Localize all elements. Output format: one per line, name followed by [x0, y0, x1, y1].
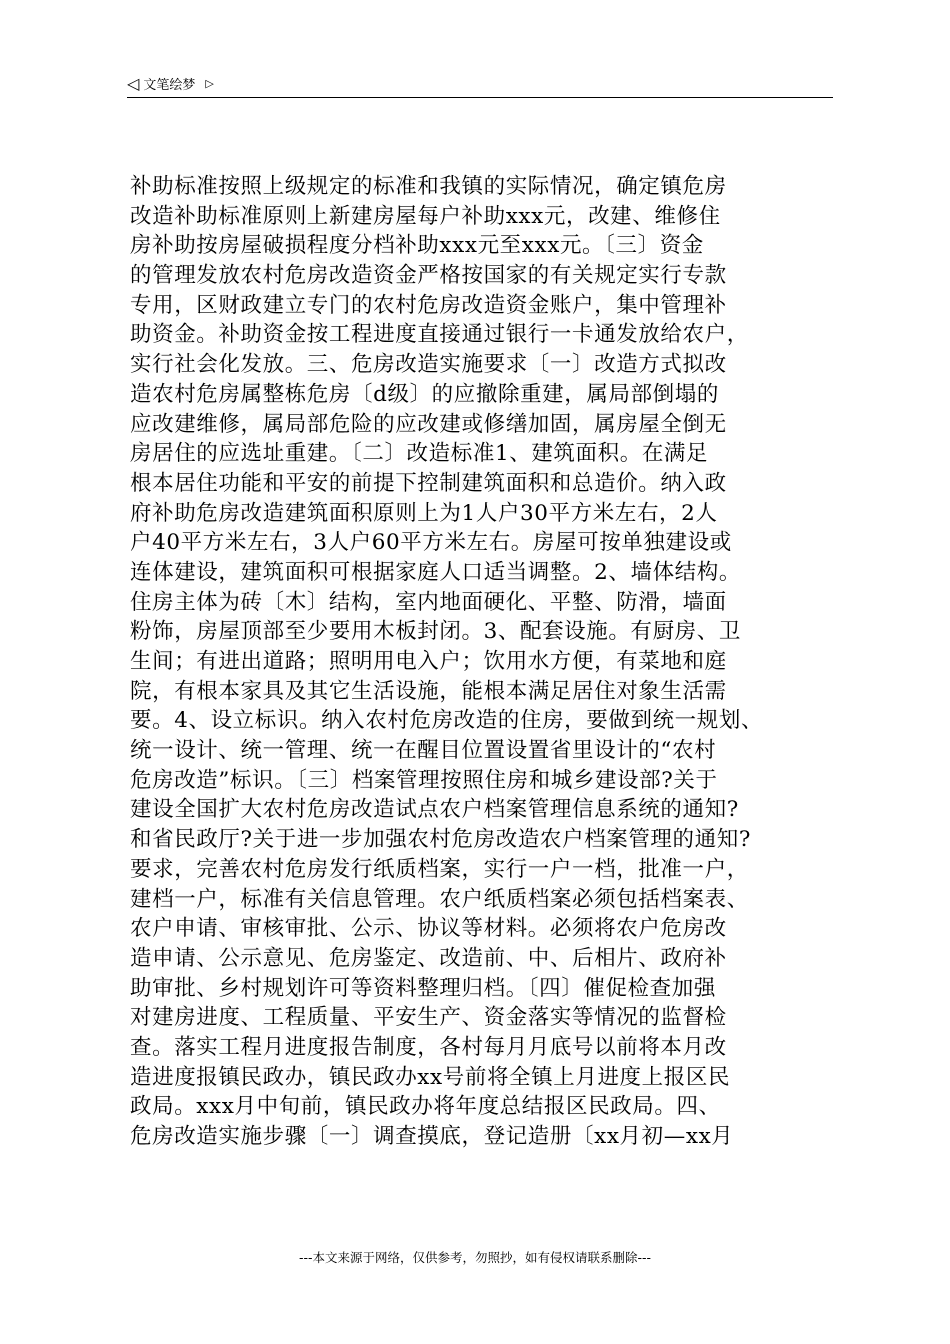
paragraph-line: 院，有根本家具及其它生活设施，能根本满足居住对象生活需: [130, 678, 727, 704]
paragraph-line: 要。4、设立标识。纳入农村危房改造的住房，要做到统一规划、: [130, 708, 764, 734]
document-body: [130, 172, 830, 1152]
paragraph-line: 补助标准按照上级规定的标准和我镇的实际情况，确定镇危房: [130, 174, 727, 199]
page-header: [127, 74, 214, 93]
paragraph-line: 造农村危房属整栋危房〔d级〕的应撤除重建，属局部倒塌的: [130, 381, 719, 407]
paragraph-line: 政局。xxx月中旬前，镇民政办将年度总结报区民政局。四、: [130, 1094, 721, 1120]
paragraph-line: 生间；有进出道路；照明用电入户；饮用水方便，有菜地和庭: [130, 649, 727, 674]
paragraph-line: 农户申请、审核审批、公示、协议等材料。必须将农户危房改: [130, 916, 727, 942]
paragraph-line: 建设全国扩大农村危房改造试点农户档案管理信息系统的通知?: [130, 797, 739, 823]
paragraph-line: 根本居住功能和平安的前提下控制建筑面积和总造价。纳入政: [130, 470, 727, 496]
paragraph-line: 连体建设，建筑面积可根据家庭人口适当调整。2、墙体结构。: [130, 559, 741, 585]
paragraph-line: 和省民政厅?关于进一步加强农村危房改造农户档案管理的通知?: [130, 827, 751, 853]
paragraph-line: 专用，区财政建立专门的农村危房改造资金账户，集中管理补: [130, 292, 727, 318]
paragraph-line: 造申请、公示意见、危房鉴定、改造前、中、后相片、政府补: [130, 945, 727, 971]
paragraph-line: 危房改造实施步骤〔一〕调查摸底，登记造册〔xx月初—xx月: [130, 1124, 734, 1149]
paragraph-line: 查。落实工程月进度报告制度，各村每月月底号以前将本月改: [130, 1034, 727, 1060]
paragraph-line: 危房改造”标识。〔三〕档案管理按照住房和城乡建设部?关于: [130, 767, 718, 793]
paragraph-line: 造进度报镇民政办，镇民政办xx号前将全镇上月进度上报区民: [130, 1064, 731, 1090]
paragraph-line: 房居住的应选址重建。〔二〕改造标准1、建筑面积。在满足: [130, 441, 709, 467]
triangle-left-icon: ◁: [127, 73, 140, 93]
paragraph-line: 建档一户，标准有关信息管理。农户纸质档案必须包括档案表、: [130, 886, 749, 912]
paragraph-line: 府补助危房改造建筑面积原则上为1人户30平方米左右，2人: [130, 500, 718, 526]
triangle-right-icon: ▷: [205, 77, 214, 90]
paragraph-line: 改造补助标准原则上新建房屋每户补助xxx元，改建、维修住: [130, 203, 721, 229]
paragraph-line: 房补助按房屋破损程度分档补助xxx元至xxx元。〔三〕资金: [130, 233, 704, 259]
header-title: 文笔绘梦: [143, 78, 196, 93]
paragraph-line: 统一设计、统一管理、统一在醒目位置设置省里设计的“农村: [130, 738, 717, 764]
paragraph-line: 户40平方米左右，3人户60平方米左右。房屋可按单独建设或: [130, 530, 732, 556]
paragraph-line: 助资金。补助资金按工程进度直接通过银行一卡通发放给农户，: [130, 322, 749, 348]
paragraph-line: 要求，完善农村危房发行纸质档案，实行一户一档，批准一户，: [130, 856, 749, 882]
paragraph-line: 对建房进度、工程质量、平安生产、资金落实等情况的监督检: [130, 1005, 727, 1031]
paragraph-line: 粉饰，房屋顶部至少要用木板封闭。3、配套设施。有厨房、卫: [130, 619, 741, 645]
paragraph-line: 的管理发放农村危房改造资金严格按国家的有关规定实行专款: [130, 263, 727, 289]
page-footer: ---本文来源于网络，仅供参考，勿照抄，如有侵权请联系删除---: [298, 1250, 652, 1265]
paragraph-line: 助审批、乡村规划许可等资料整理归档。〔四〕催促检查加强: [130, 975, 716, 1001]
paragraph-line: 应改建维修，属局部危险的应改建或修缮加固，属房屋全倒无: [130, 411, 727, 437]
header-divider: [127, 97, 833, 98]
paragraph-line: 实行社会化发放。三、危房改造实施要求〔一〕改造方式拟改: [130, 352, 727, 378]
paragraph-line: 住房主体为砖〔木〕结构，室内地面硬化、平整、防滑，墙面: [130, 589, 727, 615]
